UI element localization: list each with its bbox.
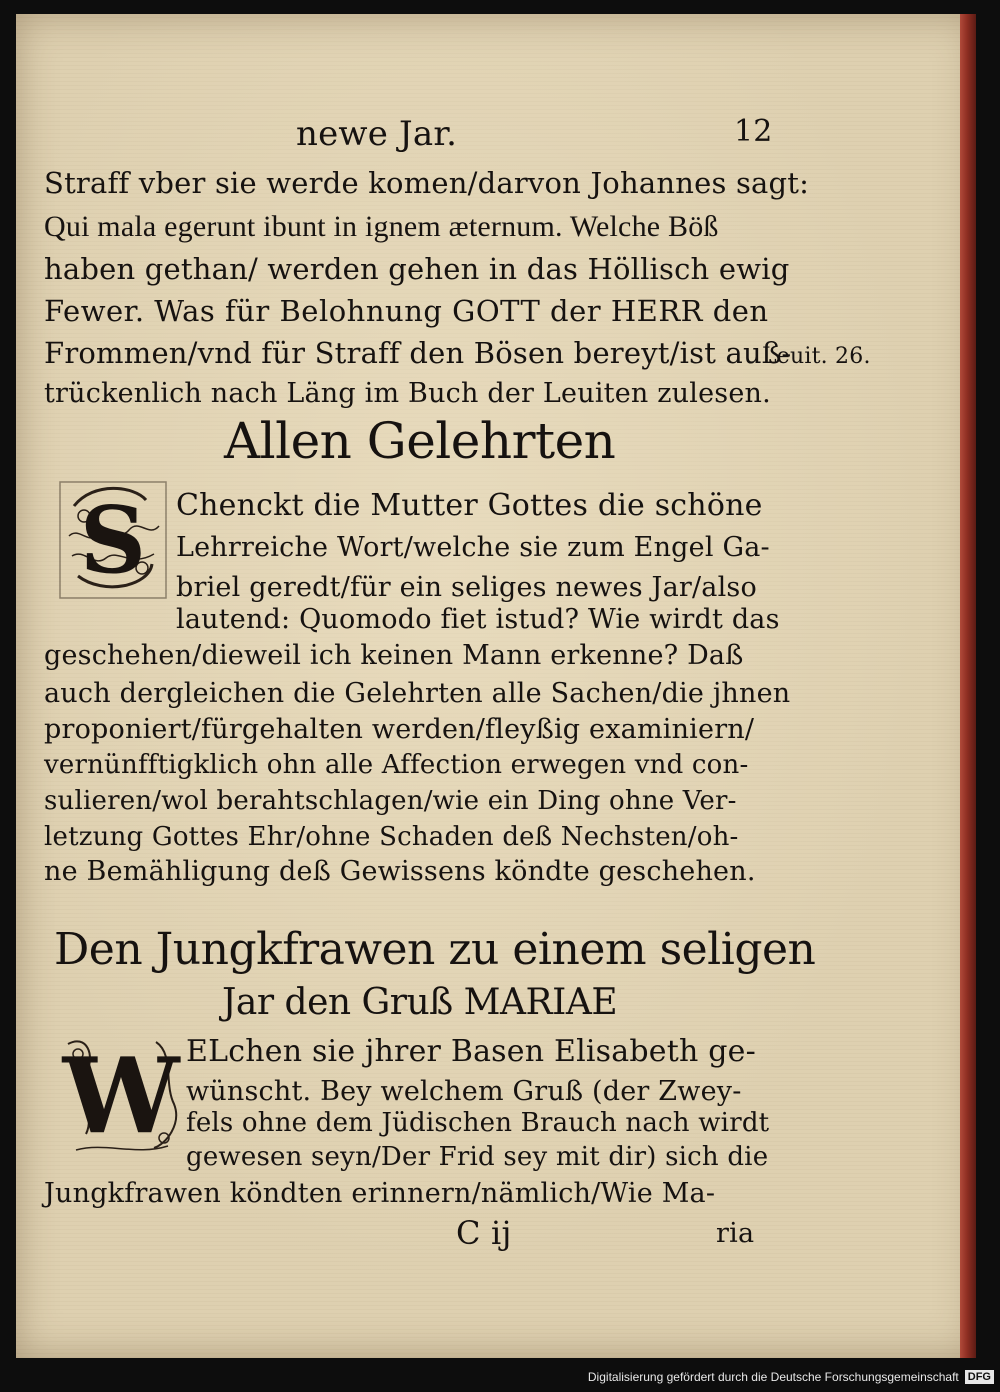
folio-number: 12 (734, 114, 773, 149)
margin-note: Leuit. 26. (762, 344, 871, 369)
section-heading: Den Jungkfrawen zu einem seligen (54, 924, 816, 975)
signature-mark: C ij (456, 1214, 512, 1252)
text-line: proponiert/fürgehalten werden/fleyßig examiniern/ (44, 714, 755, 745)
initial-letter: W (62, 1034, 180, 1157)
text-line: ne Bemähligung deß Gewissens köndte geschehen. (44, 856, 756, 887)
digitization-footer (588, 1366, 994, 1388)
text-line: Fewer. Was für Belohnung GOTT der HERR den (44, 294, 769, 328)
text-line: trückenlich nach Läng im Buch der Leuiten zulesen. (44, 378, 771, 409)
dfg-logo: DFG (965, 1370, 994, 1384)
text-line: lautend: Quomodo fiet istud? Wie wirdt das (176, 604, 780, 635)
text-line: wünscht. Bey welchem Gruß (der Zwey- (186, 1076, 742, 1107)
text-line: Frommen/vnd für Straff den Bösen bereyt/ist auß- (44, 336, 792, 370)
footer-text: Digitalisierung gefördert durch die Deutsche Forschungsgemeinschaft (587, 1370, 959, 1384)
initial-letter: S (79, 486, 147, 594)
book-spine-edge (960, 14, 976, 1358)
decorated-initial-s (54, 476, 172, 604)
section-heading: Allen Gelehrten (224, 412, 616, 470)
text-line: letzung Gottes Ehr/ohne Schaden deß Nechsten/oh- (44, 822, 739, 852)
section-subheading: Jar den Gruß MARIAE (222, 982, 618, 1023)
text-line: Qui mala egerunt ibunt in ignem æternum. Welche Böß (44, 210, 719, 243)
book-page (16, 14, 976, 1358)
text-line: gewesen seyn/Der Frid sey mit dir) sich die (186, 1142, 769, 1172)
text-line: Straff vber sie werde komen/darvon Johannes sagt: (44, 166, 810, 200)
text-line: haben gethan/ werden gehen in das Höllisch ewig (44, 252, 790, 286)
catchword: ria (716, 1218, 755, 1249)
text-line: Chenckt die Mutter Gottes die schöne (176, 488, 763, 523)
text-line: auch dergleichen die Gelehrten alle Sachen/die jhnen (44, 678, 791, 709)
decorated-initial-w (56, 1024, 186, 1160)
text-line: fels ohne dem Jüdischen Brauch nach wirdt (186, 1108, 770, 1138)
text-line: geschehen/dieweil ich keinen Mann erkenne? Daß (44, 640, 744, 671)
text-line: briel geredt/für ein seliges newes Jar/also (176, 572, 757, 603)
text-line: ELchen sie jhrer Basen Elisabeth ge- (186, 1034, 756, 1069)
text-line: sulieren/wol berahtschlagen/wie ein Ding ohne Ver- (44, 786, 737, 816)
text-line: Jungkfrawen köndten erinnern/nämlich/Wie Ma- (44, 1178, 716, 1209)
text-line: Lehrreiche Wort/welche sie zum Engel Ga- (176, 532, 770, 563)
text-line: vernünfftigklich ohn alle Affection erwegen vnd con- (44, 750, 749, 780)
running-title: newe Jar. (296, 114, 458, 154)
